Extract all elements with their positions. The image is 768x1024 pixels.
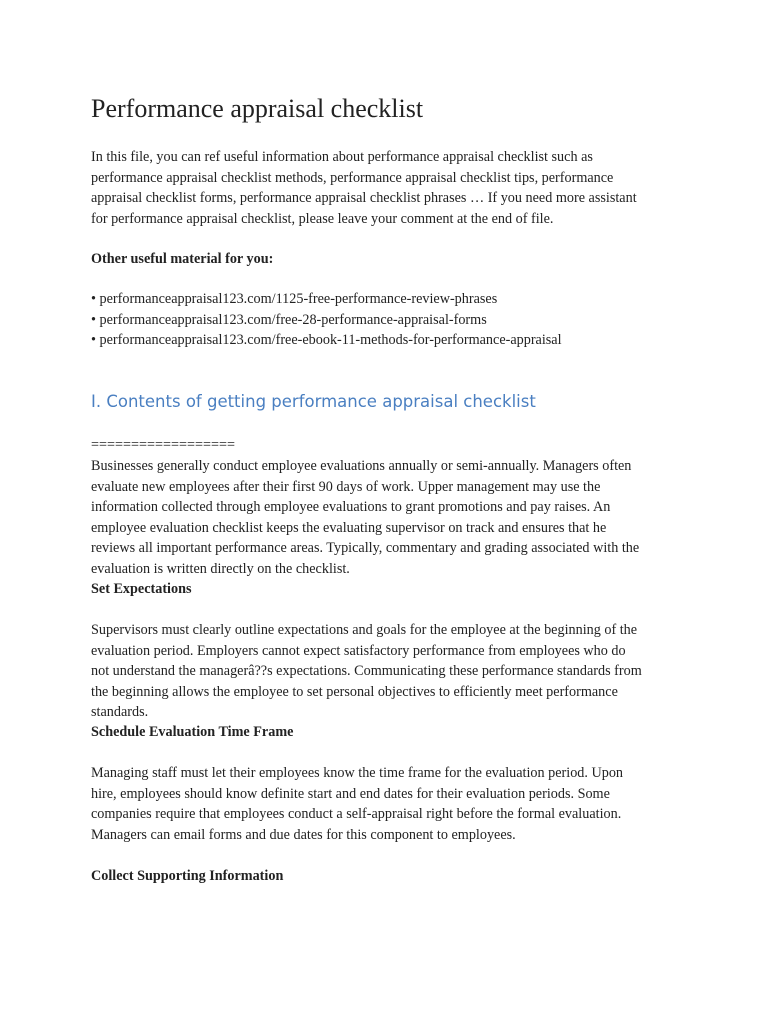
subsection-heading-set-expectations: Set Expectations xyxy=(91,581,192,597)
subsection-heading-schedule-time-frame: Schedule Evaluation Time Frame xyxy=(91,724,294,740)
section-heading: I. Contents of getting performance appraisal checklist xyxy=(91,392,536,411)
subsection-text-set-expectations: Supervisors must clearly outline expectations and goals for the employee at the beginning of the evaluation period. Employers cannot expect satisfactory performance from employees who do not understand the managerâ??s expectations. Communicating these performance standards from the beginning allows the employee to set personal objectives to efficiently meet performance standards. xyxy=(91,622,642,720)
useful-link-item[interactable]: • performanceappraisal123.com/free-28-performance-appraisal-forms xyxy=(91,311,487,328)
document-title: Performance appraisal checklist xyxy=(91,94,424,123)
other-material-label: Other useful material for you: xyxy=(91,251,274,267)
useful-link-item[interactable]: • performanceappraisal123.com/1125-free-performance-review-phrases xyxy=(91,291,498,307)
useful-link-item[interactable]: • performanceappraisal123.com/free-ebook-11-methods-for-performance-appraisal xyxy=(91,332,562,348)
section-separator: ================== xyxy=(91,437,236,453)
useful-links-list xyxy=(91,289,691,351)
section-intro-paragraph: Businesses generally conduct employee evaluations annually or semi-annually. Managers often evaluate new employees after their first 90 days of work. Upper management may use the information collected through employee evaluations to grant promotions and pay raises. An employee evaluation checklist keeps the evaluating supervisor on track and ensures that he reviews all important performance areas. Typically, commentary and grading associated with the evaluation is written directly on the checklist. xyxy=(91,458,640,577)
subsection-text-schedule-time-frame: Managing staff must let their employees know the time frame for the evaluation period. Upon hire, employees should know definite start and end dates for their evaluation periods. Some companies require that employees conduct a self-appraisal right before the formal evaluation. Managers can email forms and due dates for this component to employees. xyxy=(91,765,624,843)
intro-paragraph: In this file, you can ref useful information about performance appraisal checklist such as performance appraisal checklist methods, performance appraisal checklist tips, performance appraisal checklist forms, performance appraisal checklist phrases … If you need more assistant for performance appraisal checklist, please leave your comment at the end of file. xyxy=(91,149,637,227)
subsection-heading-collect-info: Collect Supporting Information xyxy=(91,868,284,884)
